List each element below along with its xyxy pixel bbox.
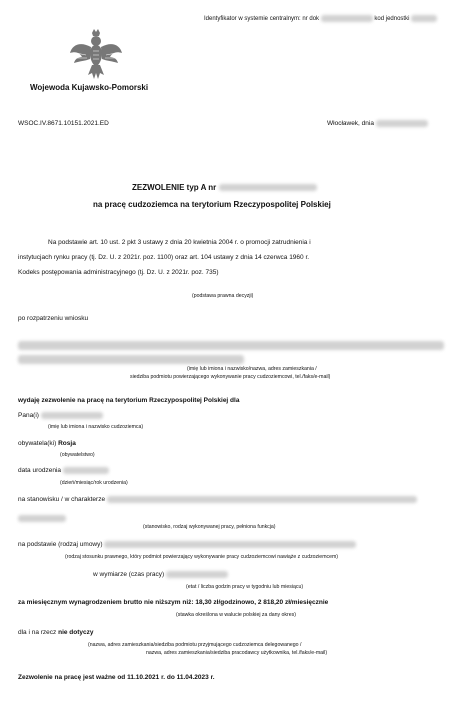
beneficiary-row — [18, 629, 94, 636]
identifier-mid: kod jednostki — [374, 16, 410, 23]
issuing-authority: Wojewoda Kujawsko-Pomorski — [30, 83, 149, 92]
system-identifier — [204, 15, 437, 22]
salary-caption: (stawka określona w walucie polskiej za dany okres) — [176, 612, 296, 618]
beneficiary-value: nie dotyczy — [58, 629, 94, 636]
working-time-row — [93, 571, 228, 578]
identifier-prefix: Identyfikator w systemie centralnym: nr dok — [204, 16, 320, 23]
salary-prefix: za miesięcznym wynagrodzeniem brutto nie niższym niż: — [18, 599, 194, 606]
birth-date-label: data urodzenia — [18, 467, 62, 475]
contract-basis-caption: (rodzaj stosunku prawnego, który podmiot powierzający wykonywanie pracy cudzoziemcowi nawiąże z cudzoziemcem) — [65, 554, 339, 560]
birth-date-row — [18, 467, 109, 474]
beneficiary-caption-2: nazwa, adres zamieszkania/siedziba pracodawcy użytkownika, tel./faks/e-mail) — [146, 650, 328, 656]
legal-basis-line-1: Na podstawie art. 10 ust. 2 pkt 3 ustawy z dnia 20 kwietnia 2004 r. o promocji zatrudnienia i — [48, 239, 311, 246]
foreigner-name-row — [18, 412, 103, 419]
redacted-contract-type — [104, 541, 356, 548]
citizenship-value: Rosja — [58, 440, 76, 447]
place-date-prefix: Włocławek, dnia — [327, 120, 374, 128]
case-number: WSOC.IV.8671.10151.2021.ED — [18, 120, 109, 127]
position-row — [18, 496, 417, 503]
citizenship-row — [18, 440, 76, 447]
redacted-position — [107, 496, 417, 503]
foreigner-name-caption: (imię lub imiona i nazwisko cudzoziemca) — [48, 424, 144, 430]
application-caption-1: (imię lub imiona i nazwisko/nazwa, adres zamieszkania / — [187, 366, 317, 372]
contract-basis-label: na podstawie (rodzaj umowy) — [18, 541, 103, 549]
citizenship-caption: (obywatelstwo) — [60, 452, 95, 458]
redacted-doc-number — [321, 15, 373, 22]
redacted-issue-date — [376, 120, 428, 127]
citizenship-label: obywatela(ki) — [18, 440, 57, 447]
foreigner-name-label: Pana(i) — [18, 412, 39, 420]
salary-row — [18, 599, 328, 606]
document-title — [132, 183, 317, 192]
birth-date-caption: (dzień/miesiąc/rok urodzenia) — [60, 480, 128, 486]
redacted-working-time — [166, 571, 228, 578]
redacted-position-cont — [18, 510, 66, 528]
redacted-birth-date — [63, 467, 109, 474]
working-time-label: w wymiarze (czas pracy) — [93, 571, 165, 579]
validity-statement: Zezwolenie na pracę jest ważne od 11.10.2021 r. do 11.04.2023 r. — [18, 674, 215, 681]
beneficiary-caption-1: (nazwa, adres zamieszkania/siedziba podmiotu przyjmującego cudzoziemca delegowanego / — [88, 642, 302, 648]
application-label: po rozpatrzeniu wniosku — [18, 315, 89, 322]
legal-basis-caption: (podstawa prawna decyzji) — [192, 293, 254, 299]
grant-intro: wydaję zezwolenie na pracę na terytorium Rzeczypospolitej Polskiej dla — [18, 397, 240, 404]
place-and-date — [327, 120, 428, 127]
redacted-permit-number — [219, 184, 317, 191]
redacted-unit-code — [411, 15, 437, 22]
polish-eagle-emblem — [66, 27, 126, 81]
legal-basis-line-3: Kodeks postępowania administracyjnego (tj. Dz. U. z 2021r. poz. 735) — [18, 269, 219, 276]
position-caption: (stanowisko, rodzaj wykonywanej pracy, pełniona funkcja) — [143, 524, 276, 530]
document-subtitle: na pracę cudzoziemca na terytorium Rzeczypospolitej Polskiej — [93, 200, 331, 209]
title-prefix: ZEZWOLENIE typ A nr — [132, 183, 217, 192]
position-label: na stanowisku / w charakterze — [18, 496, 106, 504]
redacted-foreigner-name — [41, 412, 103, 419]
contract-basis-row — [18, 541, 356, 548]
beneficiary-label: dla i na rzecz — [18, 629, 57, 636]
application-caption-2: siedziba podmiotu powierzającego wykonywanie pracy cudzoziemcowi, tel./faks/e-mail) — [130, 374, 331, 380]
legal-basis-line-2: instytucjach rynku pracy (tj. Dz. U. z 2021r. poz. 1100) oraz art. 104 ustawy z dnia 14 czerwca 1960 r. — [18, 254, 310, 261]
salary-value: 18,30 zł/godzinowo, 2 818,20 zł/miesięcznie — [195, 599, 329, 606]
working-time-caption: (etat / liczba godzin pracy w tygodniu lub miesiącu) — [186, 584, 304, 590]
